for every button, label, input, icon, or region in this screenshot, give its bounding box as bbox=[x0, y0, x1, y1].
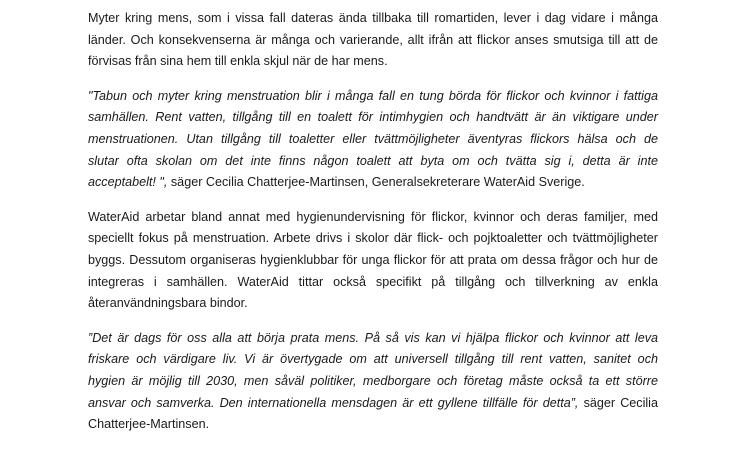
quote-text: ansvar och samverka. Den internationella mensdagen är ett gyllene tillfälle för detta”, bbox=[88, 395, 579, 410]
text-line: WaterAid arbetar bland annat med hygienundervisning för flickor, kvinnor och deras familjer, med bbox=[88, 209, 658, 224]
quote-attribution: säger Cecilia Chatterjee-Martinsen, Generalsekreterare WaterAid Sverige. bbox=[167, 175, 585, 190]
quote-line: hygien är möjlig till 2030, men såväl politiker, medborgare och företag måste också ta ett större bbox=[88, 373, 658, 388]
text-line: länder. Och konsekvenserna är många och varierande, allt ifrån att flickor anses smutsiga till att de bbox=[88, 32, 658, 47]
quote-line-mixed bbox=[88, 393, 658, 415]
quote-line: menstruationen. Utan tillgång till toaletter eller tvättmöjligheter äventyras flickors hälsa och de bbox=[88, 131, 658, 146]
quote-attribution-name: Chatterjee-Martinsen. bbox=[88, 417, 210, 432]
text-line: Myter kring mens, som i vissa fall dateras ända tillbaka till romartiden, lever i dag vidare i många bbox=[88, 11, 658, 25]
text-line: speciellt fokus på menstruation. Arbete drivs i skolor där flick- och pojktoaletter och tvättmöjligheter bbox=[88, 231, 658, 246]
text-line: byggs. Dessutom organiseras hygienklubbar för unga flickor för att prata om dessa frågor och hur de bbox=[88, 252, 658, 267]
document-body bbox=[88, 8, 658, 449]
quote-tail: acceptabelt! ", bbox=[88, 175, 168, 190]
paragraph-quote-2 bbox=[88, 328, 658, 436]
quote-attribution: säger Cecilia bbox=[578, 395, 658, 410]
quote-line: ”Det är dags för oss alla att börja prata mens. På så vis kan vi hjälpa flickor och kvinnor att leva bbox=[88, 330, 658, 345]
text-line: återanvändningsbara bindor. bbox=[88, 296, 248, 311]
quote-line: friskare och värdigare liv. Vi är övertygade om att universell tillgång till rent vatten, sanitet och bbox=[88, 352, 658, 367]
paragraph-intro bbox=[88, 8, 658, 73]
quote-line: samhällen. Rent vatten, tillgång till en toalett för intimhygien och handtvätt är än viktigare under bbox=[88, 110, 658, 125]
quote-line: slutar ofta skolan om det inte finns någon toalett att byta om och tvätta sig i, detta är inte bbox=[88, 153, 658, 168]
paragraph-wateraid bbox=[88, 207, 658, 315]
text-line: förvisas från sina hem till enkla skjul när de har mens. bbox=[88, 54, 388, 69]
quote-line-last bbox=[88, 172, 658, 194]
text-line: integreras i samhällen. WaterAid tittar också specifikt på tillgång och tillverkning av enkla bbox=[88, 274, 658, 289]
paragraph-quote-1 bbox=[88, 86, 658, 194]
quote-line: "Tabun och myter kring menstruation blir i många fall en tung börda för flickor och kvinnor i fattiga bbox=[88, 88, 658, 103]
